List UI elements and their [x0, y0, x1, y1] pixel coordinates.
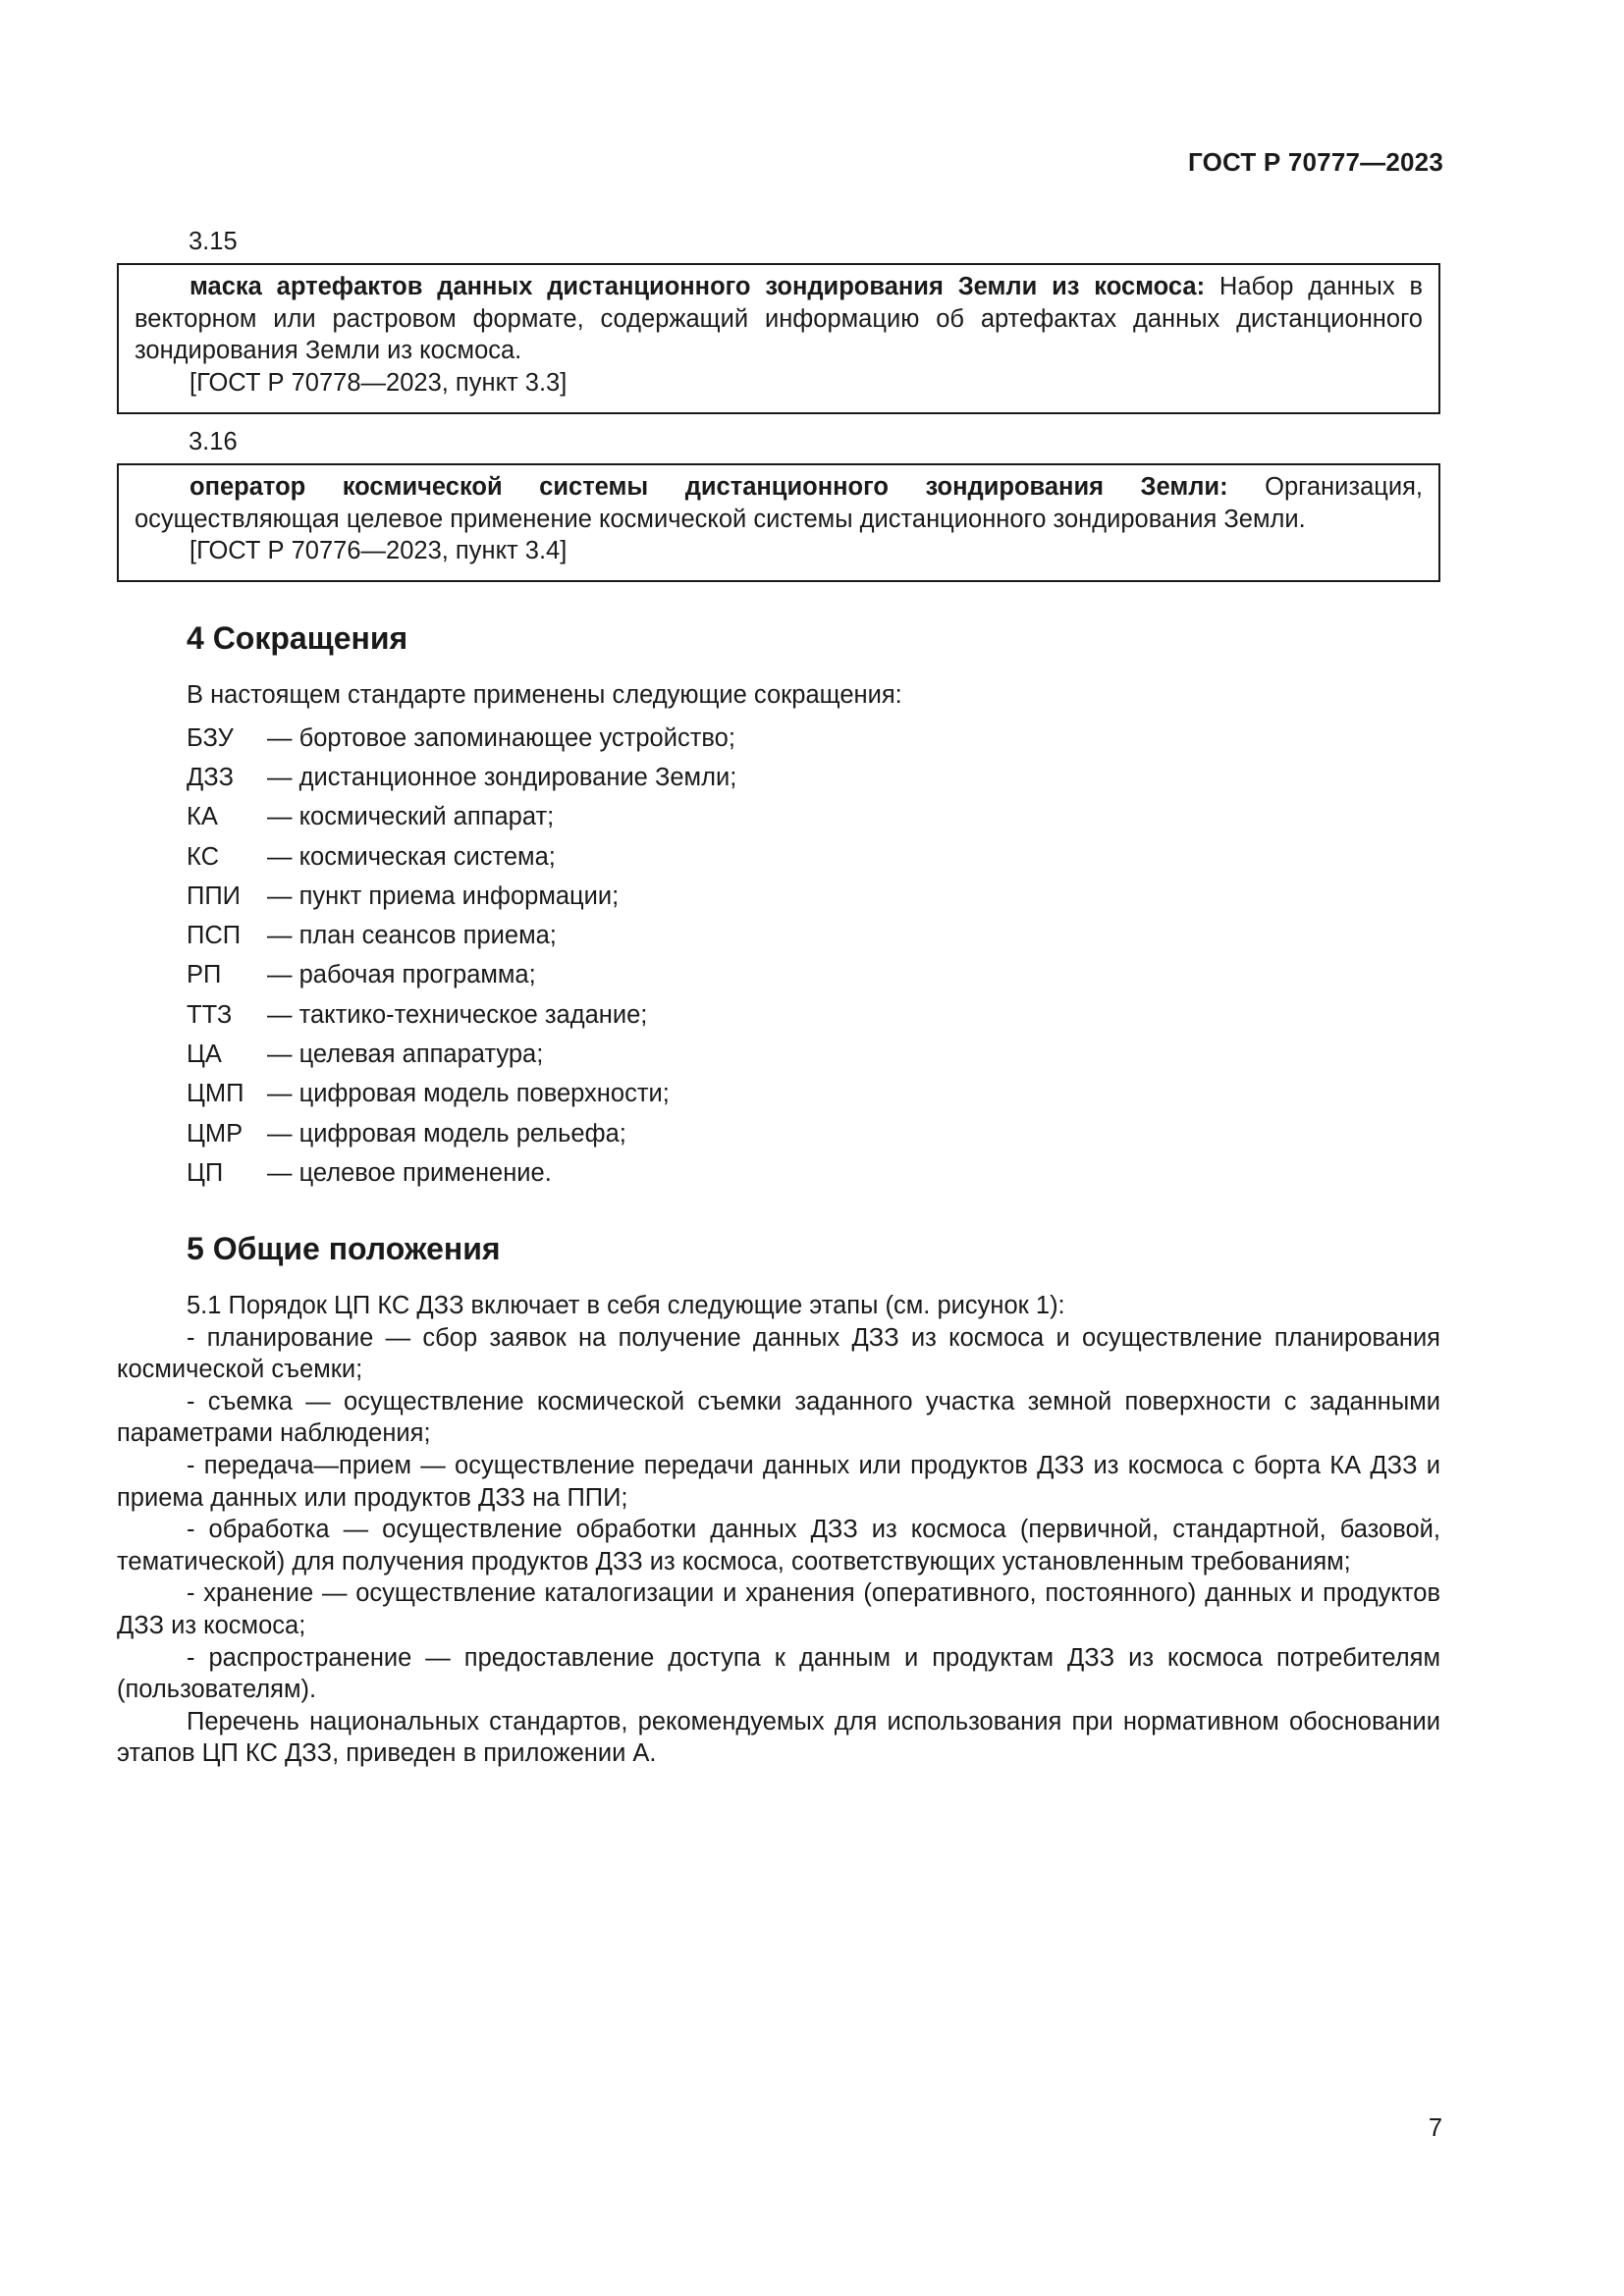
abbreviation-meaning: — цифровая модель рельефа;: [267, 1119, 626, 1148]
abbreviation-meaning: — дистанционное зондирование Земли;: [267, 763, 737, 791]
abbreviation-meaning: — целевое применение.: [267, 1158, 552, 1187]
abbreviation-meaning: — бортовое запоминающее устройство;: [267, 723, 735, 752]
abbreviation: ДЗЗ: [187, 763, 235, 791]
abbreviation: ТТЗ: [187, 1000, 233, 1029]
paragraph: - съемка — осуществление космической съемки заданного участка земной поверхности с заданными параметрами наблюдения;: [117, 1387, 1440, 1448]
document-header: ГОСТ Р 70777—2023: [1188, 147, 1443, 177]
section-intro: В настоящем стандарте применены следующие сокращения:: [187, 681, 902, 709]
paragraph: - обработка — осуществление обработки данных ДЗЗ из космоса (первичной, стандартной, базовой, тематической) для получения продуктов ДЗЗ из космоса, соответствующих установленным требованиям;: [117, 1516, 1440, 1575]
abbreviation-meaning: — целевая аппаратура;: [267, 1041, 544, 1069]
term-source: [ГОСТ Р 70778—2023, пункт 3.3]: [189, 368, 568, 397]
paragraph: - планирование — сбор заявок на получение данных ДЗЗ из космоса и осуществление планирования космической съемки;: [117, 1323, 1440, 1384]
list-item: [187, 1035, 736, 1074]
term-text: Организация, осуществляющая целевое применение космической системы дистанционного зондирования Земли.: [135, 473, 1423, 533]
abbreviation-meaning: — пункт приема информации;: [267, 881, 620, 910]
abbreviation: КС: [187, 842, 219, 871]
abbreviation: РП: [187, 961, 222, 989]
section-title: 5 Общие положения: [187, 1231, 501, 1266]
list-item: [187, 1075, 736, 1114]
list-item: [187, 956, 736, 995]
paragraph: - передача—прием — осуществление передачи данных или продуктов ДЗЗ из космоса с борта КА ДЗЗ и приема данных или продуктов ДЗЗ на ППИ;: [117, 1451, 1440, 1512]
abbreviation: ЦМП: [187, 1080, 244, 1108]
list-item: [187, 1153, 736, 1193]
list-item: [187, 758, 736, 797]
term-definition: [135, 471, 1423, 535]
abbreviation: ЦМР: [187, 1119, 244, 1148]
list-item: [187, 916, 736, 955]
list-item: [187, 719, 736, 758]
abbreviation: ППИ: [187, 881, 241, 910]
term-definition-box: [117, 263, 1440, 414]
abbreviation-meaning: — план сеансов приема;: [267, 922, 557, 950]
term-name: маска артефактов данных дистанционного зондирования Земли из космоса:: [189, 273, 1206, 300]
abbreviation-meaning: — космический аппарат;: [267, 803, 555, 831]
term-text: Набор данных в векторном или растровом формате, содержащий информацию об артефактах данных дистанционного зондирования Земли из космоса.: [135, 273, 1423, 364]
list-item: [187, 995, 736, 1035]
abbreviation: ПСП: [187, 922, 242, 950]
abbreviation-meaning: — цифровая модель поверхности;: [267, 1080, 670, 1108]
abbreviation: КА: [187, 803, 218, 831]
paragraph: 5.1 Порядок ЦП КС ДЗЗ включает в себя следующие этапы (см. рисунок 1):: [187, 1292, 1065, 1319]
term-definition: [135, 271, 1423, 367]
term-number: 3.15: [189, 228, 238, 255]
abbreviation-meaning: — космическая система;: [267, 842, 556, 871]
paragraph: Перечень национальных стандартов, рекомендуемых для использования при нормативном обосновании этапов ЦП КС ДЗЗ, приведен в приложении А.: [117, 1707, 1440, 1768]
term-name: оператор космической системы дистанционного зондирования Земли:: [189, 473, 1228, 501]
term-definition-box: [117, 463, 1440, 582]
term-source: [ГОСТ Р 70776—2023, пункт 3.4]: [189, 537, 568, 564]
section-title: 4 Сокращения: [187, 620, 408, 656]
list-item: [187, 798, 736, 837]
abbreviation-meaning: — рабочая программа;: [267, 961, 536, 989]
page-number: 7: [1428, 2114, 1442, 2142]
paragraph: - хранение — осуществление каталогизации и хранения (оперативного, постоянного) данных и продуктов ДЗЗ из космоса;: [117, 1579, 1440, 1639]
list-item: [187, 837, 736, 877]
abbreviation: ЦА: [187, 1041, 222, 1069]
paragraph: - распространение — предоставление доступа к данным и продуктам ДЗЗ из космоса потребителям (пользователям).: [117, 1643, 1440, 1704]
list-item: [187, 877, 736, 916]
abbreviation: ЦП: [187, 1158, 224, 1187]
section-body: [117, 1290, 1440, 1770]
term-number: 3.16: [189, 428, 238, 455]
abbreviation: БЗУ: [187, 723, 234, 752]
list-item: [187, 1114, 736, 1153]
abbreviation-meaning: — тактико-техническое задание;: [267, 1000, 648, 1029]
abbreviation-list: [187, 719, 736, 1194]
